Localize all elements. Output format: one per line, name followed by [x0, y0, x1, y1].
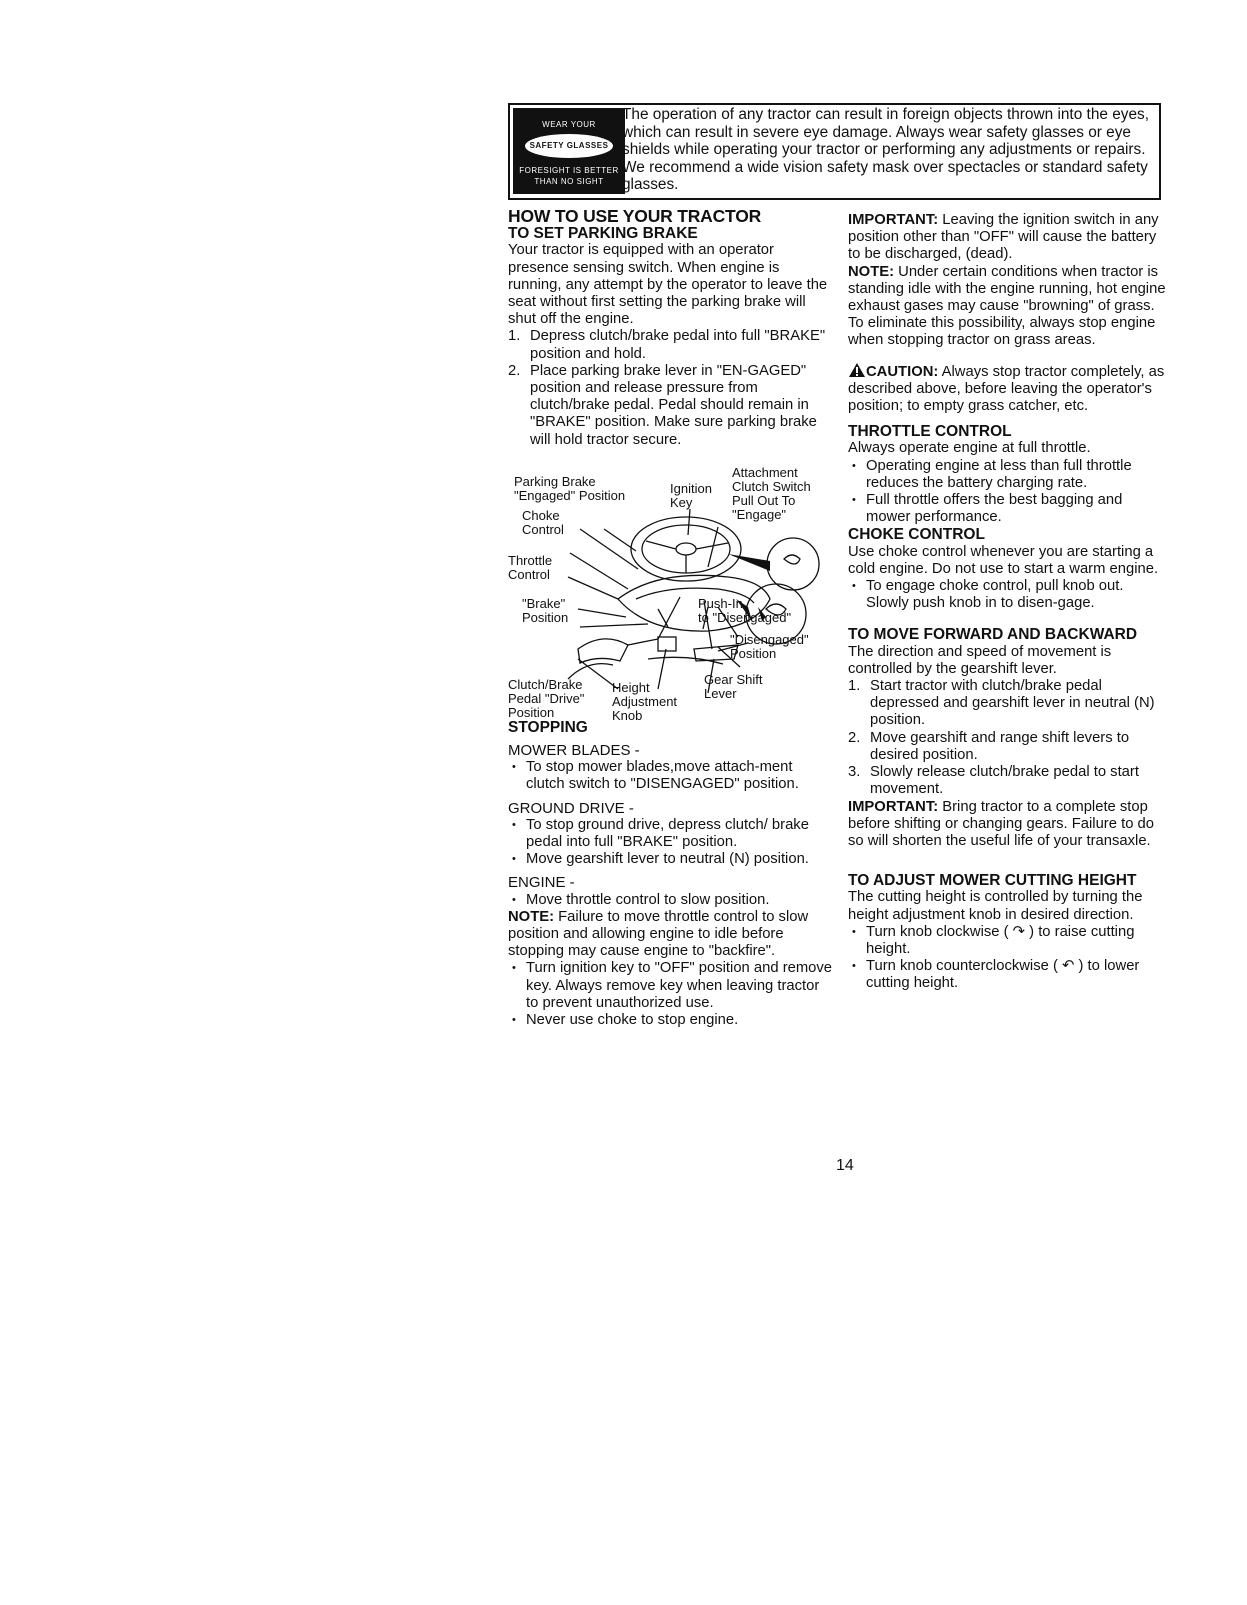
- list-item: • To engage choke control, pull knob out. Slowly push knob in to disen-gage.: [848, 578, 1170, 612]
- choke-list: [848, 578, 1170, 612]
- label-throttle-control: Throttle Control: [508, 552, 553, 582]
- list-item: • Turn knob clockwise ( ↷ ) to raise cutting height.: [848, 924, 1170, 958]
- badge-oval-text: SAFETY GLASSES: [525, 134, 613, 158]
- throttle-control-heading: THROTTLE CONTROL: [848, 423, 1012, 441]
- list-item: • Turn ignition key to "OFF" position and remove key. Always remove key when leaving tractor to prevent unauthorized use.: [508, 960, 833, 1012]
- list-item: • Move throttle control to slow position.: [508, 892, 833, 909]
- label-height-adjustment: Height Adjustment Knob: [612, 679, 678, 723]
- cutting-height-heading: TO ADJUST MOWER CUTTING HEIGHT: [848, 872, 1137, 890]
- engine-list-2: [508, 960, 833, 1029]
- parking-brake-steps: [508, 328, 833, 448]
- note-browning: NOTE: Under certain conditions when tractor is standing idle with the engine running, hot engine exhaust gases may cause "browning" of grass. To eliminate this possibility, always stop engine when stopping tractor on grass areas.: [848, 263, 1166, 349]
- engine-note: NOTE: Failure to move throttle control to slow position and allowing engine to idle before stopping may cause engine to "backfire".: [508, 908, 809, 960]
- choke-text: Use choke control whenever you are starting a cold engine. Do not use to start a warm engine.: [848, 543, 1159, 577]
- label-gear-shift: Gear Shift Lever: [704, 671, 763, 701]
- caution-paragraph: CAUTION: Always stop tractor completely, as described above, before leaving the operator's position; to empty grass catcher, etc.: [848, 363, 1165, 415]
- label-push-in: Push-In to "Disengaged": [698, 595, 792, 625]
- parking-brake-text: Your tractor is equipped with an operator presence sensing switch. When engine is running, any attempt by the operator to leave the seat without first setting the parking brake will shut off the engine.: [508, 242, 828, 328]
- left-column: [508, 208, 833, 1029]
- page-title: HOW TO USE YOUR TRACTOR: [508, 206, 762, 226]
- ground-drive-heading: GROUND DRIVE -: [508, 799, 634, 817]
- list-item: 1. Depress clutch/brake pedal into full "BRAKE" position and hold.: [508, 328, 826, 362]
- engine-list: [508, 892, 833, 909]
- list-item: • Never use choke to stop engine.: [508, 1012, 833, 1029]
- safety-glasses-badge-icon: [513, 108, 625, 194]
- list-item: • Full throttle offers the best bagging and mower performance.: [848, 492, 1170, 526]
- label-clutch-brake-pedal: Clutch/Brake Pedal "Drive" Position: [508, 676, 585, 720]
- list-item: • To stop ground drive, depress clutch/ brake pedal into full "BRAKE" position.: [508, 817, 833, 851]
- list-item: • To stop mower blades,move attach-ment clutch switch to "DISENGAGED" position.: [508, 759, 833, 793]
- choke-control-heading: CHOKE CONTROL: [848, 526, 985, 544]
- label-choke-control: Choke Control: [522, 507, 564, 537]
- label-attachment-clutch: Attachment Clutch Switch Pull Out To "Engage": [732, 464, 811, 522]
- cutting-height-list: [848, 924, 1170, 993]
- mower-blades-heading: MOWER BLADES -: [508, 742, 640, 760]
- move-steps: [848, 678, 1170, 798]
- throttle-list: [848, 458, 1170, 527]
- label-ignition-key: Ignition Key: [670, 480, 712, 510]
- list-item: 2. Move gearshift and range shift levers to desired position.: [848, 729, 1130, 763]
- mower-blades-list: [508, 759, 833, 793]
- banner-text: The operation of any tractor can result in foreign objects thrown into the eyes, which can result in severe eye damage. Always wear safety glasses or eye shields while operating your tractor or performing any adjustments or repairs. We recommend a wide vision safety mask over spectacles or standard safety glasses.: [622, 106, 1149, 193]
- move-important: IMPORTANT: Bring tractor to a complete stop before shifting or changing gears. Failure to do so will shorten the useful life of your transaxle.: [848, 798, 1154, 849]
- list-item: 1. Start tractor with clutch/brake pedal depressed and gearshift lever in neutral (N) position.: [848, 678, 1155, 729]
- badge-top-text: WEAR YOUR: [542, 120, 596, 129]
- list-item: • Turn knob counterclockwise ( ↶ ) to lower cutting height.: [848, 958, 1170, 992]
- tractor-controls-diagram: [508, 449, 833, 723]
- list-item: 2. Place parking brake lever in "EN-GAGED" position and release pressure from clutch/brake pedal. Pedal should remain in "BRAKE" position. Make sure parking brake will hold tractor secure.: [508, 362, 817, 448]
- move-text: The direction and speed of movement is controlled by the gearshift lever.: [848, 643, 1112, 677]
- cutting-height-text: The cutting height is controlled by turning the height adjustment knob in desired direction.: [848, 889, 1143, 923]
- move-forward-backward-heading: TO MOVE FORWARD AND BACKWARD: [848, 626, 1138, 644]
- ground-drive-list: [508, 817, 833, 869]
- label-disengaged-position: "Disengaged" Position: [730, 631, 809, 661]
- badge-bottom-text-2: THAN NO SIGHT: [534, 177, 604, 186]
- label-brake-position: "Brake" Position: [522, 595, 569, 625]
- safety-glasses-banner: [508, 103, 1161, 200]
- label-parking-brake: Parking Brake "Engaged" Position: [514, 473, 626, 503]
- list-item: • Operating engine at less than full throttle reduces the battery charging rate.: [848, 458, 1170, 492]
- badge-bottom-text-1: FORESIGHT IS BETTER: [519, 166, 619, 175]
- throttle-text: Always operate engine at full throttle.: [848, 440, 1091, 457]
- stopping-heading: STOPPING: [508, 718, 588, 736]
- engine-heading: ENGINE -: [508, 874, 575, 892]
- page-number: 14: [836, 1157, 854, 1174]
- parking-brake-heading: TO SET PARKING BRAKE: [508, 225, 698, 243]
- list-item: 3. Slowly release clutch/brake pedal to start movement.: [848, 764, 1139, 798]
- right-column: [848, 212, 1170, 993]
- caution-triangle-icon: [848, 362, 866, 378]
- important-ignition: IMPORTANT: Leaving the ignition switch in any position other than "OFF" will cause the battery to be discharged, (dead).: [848, 212, 1159, 263]
- list-item: • Move gearshift lever to neutral (N) position.: [508, 851, 833, 868]
